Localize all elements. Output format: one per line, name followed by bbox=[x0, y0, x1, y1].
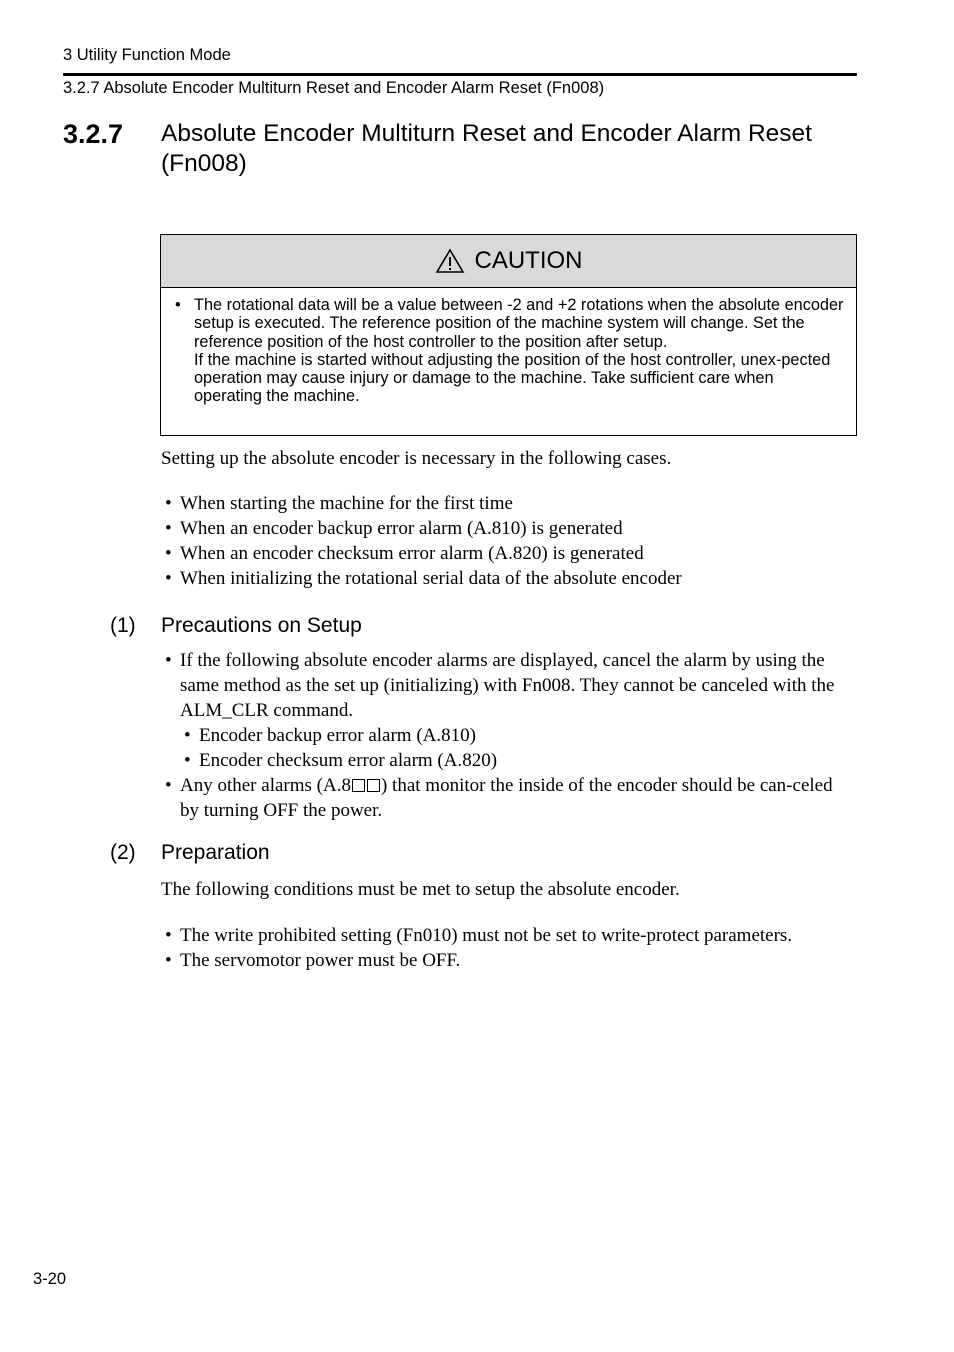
caution-text-1: The rotational data will be a value between -2 and +2 rotations when the absolute encoder setup is executed. The reference position of the machine system will change. Set the reference position of the host controller to the position after setup. bbox=[194, 296, 844, 351]
preparation-list bbox=[165, 923, 792, 973]
subsection-number: (1) bbox=[110, 614, 136, 637]
list-item: • When initializing the rotational serial data of the absolute encoder bbox=[165, 568, 682, 589]
caution-header bbox=[161, 235, 856, 288]
subsection-heading-1 bbox=[110, 614, 362, 638]
list-item: • When an encoder backup error alarm (A.810) is generated bbox=[165, 518, 623, 539]
subsection-heading-2 bbox=[110, 841, 270, 865]
list-item: • Encoder backup error alarm (A.810) bbox=[184, 725, 476, 746]
cases-list bbox=[165, 491, 682, 591]
caution-label: CAUTION bbox=[474, 247, 583, 274]
subsection-title: Precautions on Setup bbox=[161, 614, 362, 637]
list-item: • When starting the machine for the first time bbox=[165, 493, 513, 514]
caution-box bbox=[160, 234, 857, 436]
list-item: • When an encoder checksum error alarm (A.820) is generated bbox=[165, 543, 644, 564]
precautions-list bbox=[165, 648, 845, 823]
subsection-number: (2) bbox=[110, 841, 136, 864]
caution-text-2: If the machine is started without adjusting the position of the host controller, unex-pected operation may cause injury or damage to the machine. Take sufficient care when operating the machine. bbox=[194, 350, 831, 406]
running-header-chapter: 3 Utility Function Mode bbox=[63, 46, 231, 64]
section-number: 3.2.7 bbox=[63, 119, 124, 149]
header-divider bbox=[63, 73, 857, 76]
caution-body bbox=[161, 288, 856, 406]
intro-paragraph: Setting up the absolute encoder is necessary in the following cases. bbox=[161, 448, 672, 469]
running-header-section: 3.2.7 Absolute Encoder Multiturn Reset and Encoder Alarm Reset (Fn008) bbox=[63, 79, 605, 97]
placeholder-box-icon bbox=[367, 779, 380, 792]
placeholder-box-icon bbox=[352, 779, 365, 792]
bullet: • bbox=[175, 296, 181, 314]
list-item: • The servomotor power must be OFF. bbox=[165, 950, 461, 971]
section-title: Absolute Encoder Multiturn Reset and Encoder Alarm Reset (Fn008) bbox=[161, 120, 812, 177]
page-number: 3-20 bbox=[33, 1270, 67, 1288]
warning-triangle-icon bbox=[435, 248, 465, 274]
list-item: • The write prohibited setting (Fn010) must not be set to write-protect parameters. bbox=[165, 925, 793, 946]
list-item: • If the following absolute encoder alarms are displayed, cancel the alarm by using the same method as the set up (initializing) with Fn008. They cannot be canceled with the ALM_CLR command. • Encoder backup error alarm (A.810) • Encoder checksum error alarm (A.820) bbox=[165, 648, 845, 773]
alarm-sublist bbox=[180, 723, 845, 773]
preparation-intro: The following conditions must be met to setup the absolute encoder. bbox=[161, 879, 680, 900]
subsection-title: Preparation bbox=[161, 841, 270, 864]
list-item: • Any other alarms (A.8 ) that monitor the inside of the encoder should be can-celed by turning OFF the power. bbox=[165, 775, 833, 821]
list-item: • Encoder checksum error alarm (A.820) bbox=[184, 750, 498, 771]
